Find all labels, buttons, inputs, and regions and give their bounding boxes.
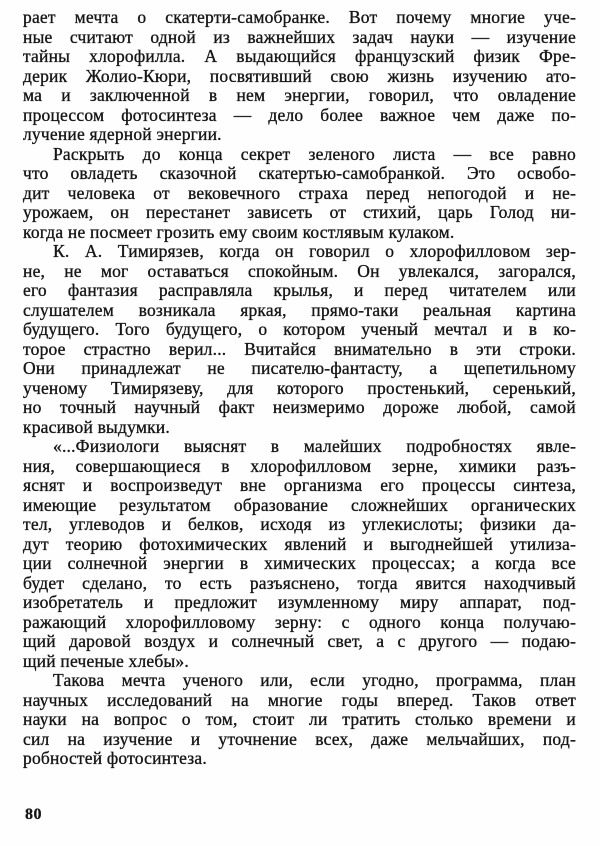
text-line: рает мечта о скатерти-самобранке. Вот почему многие уче-	[23, 7, 576, 27]
text-line: тайны хлорофилла. А выдающийся французский физик Фре-	[23, 46, 576, 66]
text-line: дит человека от вековечного страха перед непогодой и не-	[23, 182, 576, 203]
text-line: яснят и воспроизведут вне организма его процессы синтеза,	[23, 475, 576, 495]
text-column	[23, 8, 576, 769]
text-line: робностей фотосинтеза.	[23, 748, 207, 768]
text-line: «...Физиологи выяснят в малейших подробностях явле-	[53, 436, 576, 456]
text-line: ции солнечной энергии в химических процессах; а когда все	[23, 553, 576, 573]
text-line: изобретатель и предложит изумленному миру аппарат, под-	[23, 592, 576, 612]
text-line: но точный научный факт неизмеримо дороже любой, самой	[23, 397, 576, 417]
text-line: имеющие результатом образование сложнейших органических	[23, 494, 576, 515]
text-line: урожаем, он перестанет зависеть от стихий, царь Голод ни-	[23, 202, 576, 222]
text-line: сил на изучение и уточнение всех, даже мельчайших, под-	[23, 728, 576, 749]
page-number: 80	[25, 806, 42, 823]
text-line: ма и заключенной в нем энергии, говорил, что овладение	[23, 85, 576, 105]
text-line: дерик Жолио-Кюри, посвятивший свою жизнь изучению ато-	[23, 65, 576, 86]
text-line: Такова мечта ученого или, если угодно, программа, план	[53, 670, 576, 690]
text-line: дут теорию фотохимических явлений и выгоднейшей утилиза-	[23, 533, 576, 554]
text-line: не, не мог оставаться спокойным. Он увлекался, загорался,	[23, 260, 576, 281]
text-line: ные считают одной из важнейших задач науки — изучение	[23, 26, 576, 47]
text-line: тел, углеводов и белков, исходя из углекислоты; физики да-	[23, 514, 576, 534]
text-line: К. А. Тимирязев, когда он говорил о хлорофилловом зер-	[53, 241, 576, 261]
text-line: научных исследований на многие годы вперед. Таков ответ	[23, 689, 576, 710]
text-line: лучение ядерной энергии.	[23, 124, 222, 144]
text-line: Они принадлежат не писателю-фантасту, а щепетильному	[23, 358, 576, 378]
text-line: процессом фотосинтеза — дело более важное чем даже по-	[23, 104, 576, 125]
text-line: красивой выдумки.	[23, 416, 170, 437]
text-line: щий даровой воздух и солнечный свет, а с другого — подаю-	[23, 631, 576, 651]
text-line: ражающий хлорофилловому зерну: с одного конца получаю-	[23, 611, 576, 632]
text-line: щий печеные хлебы».	[23, 650, 189, 671]
text-line: когда не посмеет грозить ему своим костлявым кулаком.	[23, 221, 455, 242]
text-line: слушателем возникала яркая, прямо-таки реальная картина	[23, 299, 576, 320]
text-line: ния, совершающиеся в хлорофилловом зерне, химики разъ-	[23, 455, 576, 476]
text-line: будущего. Того будущего, о котором ученый мечтал и в ко-	[23, 319, 576, 339]
text-line: будет сделано, то есть разъяснено, тогда явится находчивый	[23, 572, 576, 593]
text-line: Раскрыть до конца секрет зеленого листа — все равно	[53, 143, 576, 164]
text-line: науки на вопрос о том, стоит ли тратить столько времени и	[23, 709, 576, 729]
text-line: что овладеть сказочной скатертью-самобранкой. Это освобо-	[23, 163, 576, 183]
text-line: ученому Тимирязеву, для которого простенький, серенький,	[23, 377, 576, 398]
text-line: торое страстно верил... Вчитайся внимательно в эти строки.	[23, 338, 576, 359]
text-line: его фантазия расправляла крылья, и перед читателем или	[23, 280, 576, 300]
